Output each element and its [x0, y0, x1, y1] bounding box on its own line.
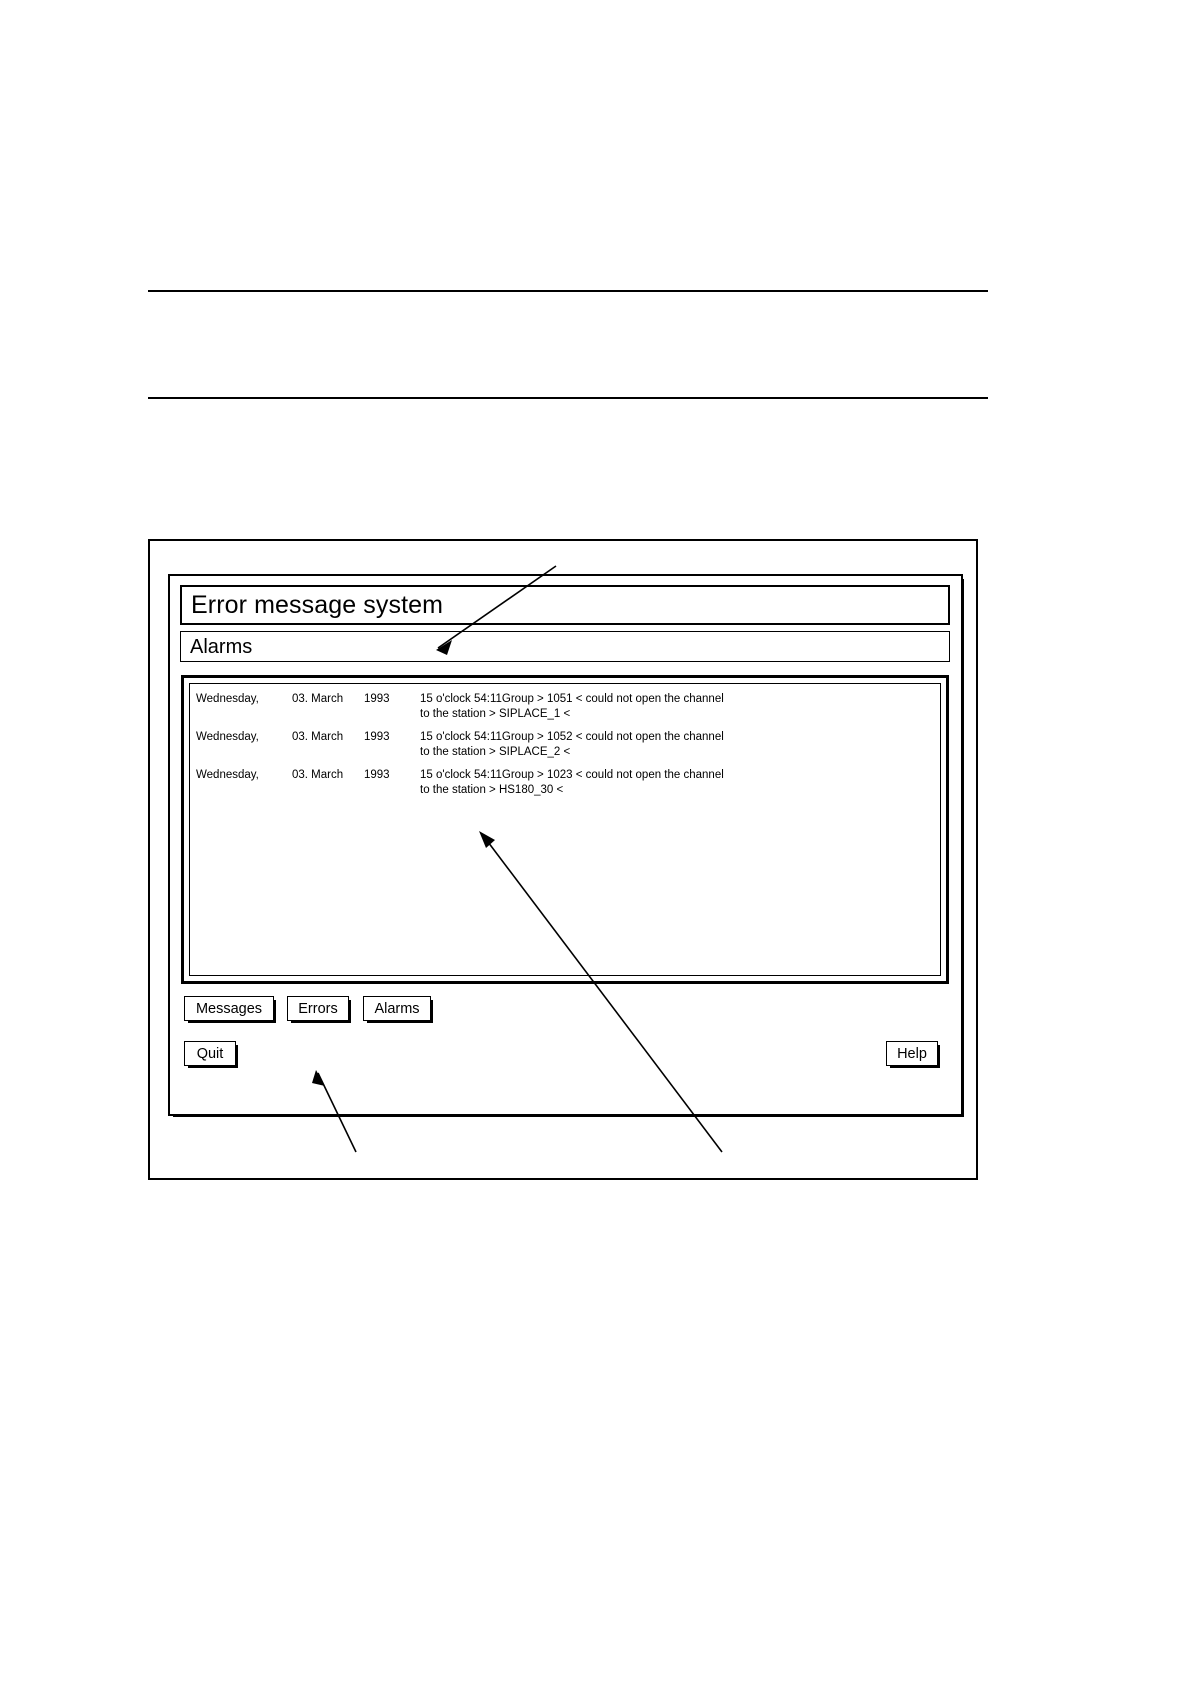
figure-frame — [148, 539, 978, 1180]
list-item[interactable] — [196, 768, 934, 797]
message-line2: to the station > SIPLACE_2 < — [420, 745, 571, 758]
alarms-button[interactable] — [363, 996, 431, 1021]
message-date: 03. March — [292, 769, 344, 781]
message-body — [420, 730, 934, 759]
message-line1: 15 o'clock 54:11Group > 1052 < could not open the channel — [420, 731, 724, 743]
message-date: 03. March — [292, 731, 344, 743]
messages-button[interactable] — [184, 996, 274, 1021]
message-day: Wednesday, — [196, 769, 259, 781]
message-line2: to the station > HS180_30 < — [420, 783, 564, 796]
quit-button-label: Quit — [196, 1045, 224, 1062]
subtitle-label: Alarms — [190, 635, 253, 658]
help-button[interactable] — [886, 1041, 938, 1066]
message-line2: to the station > SIPLACE_1 < — [420, 707, 571, 720]
message-line1: 15 o'clock 54:11Group > 1023 < could not open the channel — [420, 769, 724, 781]
list-item[interactable] — [196, 730, 934, 759]
messages-button-label: Messages — [195, 1000, 263, 1017]
page-rule-bottom — [148, 397, 988, 399]
alarms-button-label: Alarms — [374, 1000, 420, 1017]
message-day: Wednesday, — [196, 731, 259, 743]
message-day: Wednesday, — [196, 693, 259, 705]
message-list-frame — [181, 675, 949, 984]
window-subtitle-bar — [180, 631, 950, 662]
message-date: 03. March — [292, 693, 344, 705]
quit-button[interactable] — [184, 1041, 236, 1066]
message-body — [420, 768, 934, 797]
message-year: 1993 — [364, 731, 390, 743]
errors-button[interactable] — [287, 996, 349, 1021]
errors-button-label: Errors — [298, 1000, 338, 1017]
page-title: Error message system — [191, 590, 444, 619]
message-year: 1993 — [364, 693, 390, 705]
message-year: 1993 — [364, 769, 390, 781]
help-button-label: Help — [897, 1045, 927, 1062]
message-line1: 15 o'clock 54:11Group > 1051 < could not open the channel — [420, 693, 724, 705]
page-rule-top — [148, 290, 988, 292]
message-body — [420, 692, 934, 721]
error-message-system-window — [168, 574, 963, 1116]
message-list[interactable] — [189, 683, 941, 976]
list-item[interactable] — [196, 692, 934, 721]
window-title-bar — [180, 585, 950, 625]
